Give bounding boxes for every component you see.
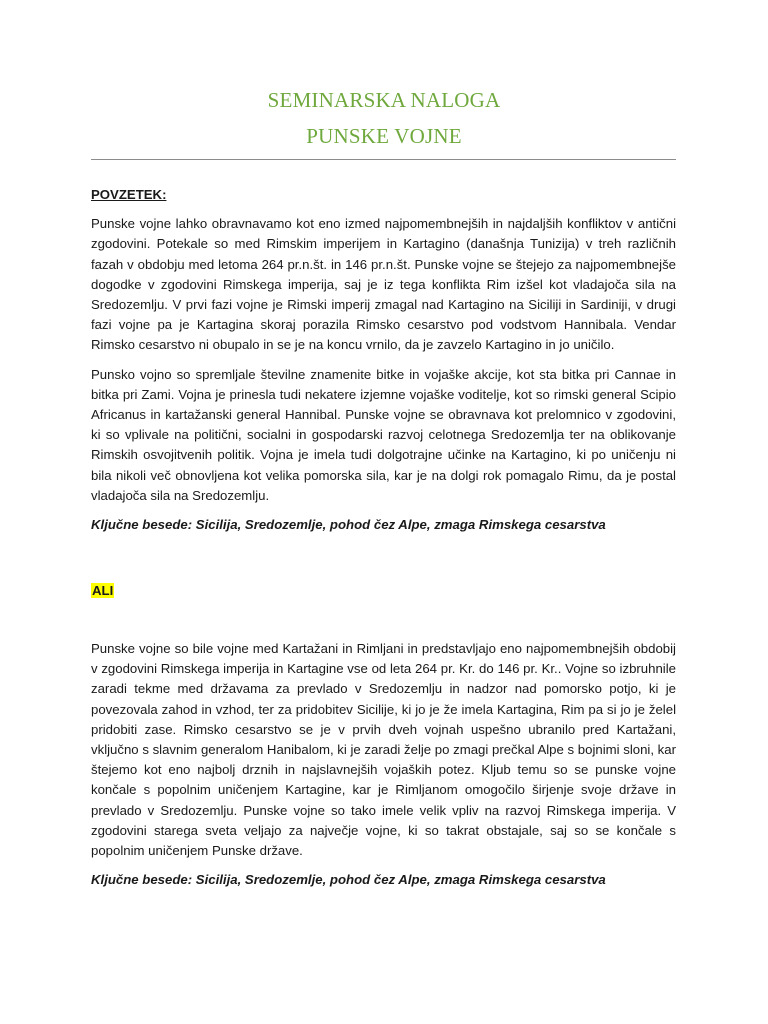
title-divider — [91, 159, 676, 160]
summary-heading: POVZETEK: — [91, 187, 167, 202]
keywords-line-1: Ključne besede: Sicilija, Sredozemlje, pohod čez Alpe, zmaga Rimskega cesarstva — [91, 517, 606, 533]
alternative-marker — [91, 582, 114, 600]
summary-paragraph-2: Punsko vojno so spremljale številne znamenite bitke in vojaške akcije, kot sta bitka pri Cannae in bitka pri Zami. Vojna je prinesla tudi nekatere izjemne vojaške voditelje, kot so rimski general Scipio Africanus in kartažanski general Hannibal. Punske vojne se obravnava kot prelomnico v zgodovini, ki so vplivale na politični, socialni in gospodarski razvoj celotnega Sredozemlja ter na oblikovanje Rimskih osvojitvenih politik. Vojna je imela tudi dolgotrajne učinke na Kartagino, ki po uničenju ni bila nikoli več obnovljena kot velika pomorska sila, kar je na dolgi rok pomagalo Rimu, da je postal vladajoča sila na Sredozemlju. — [91, 366, 676, 503]
document-title: SEMINARSKA NALOGA — [267, 88, 501, 112]
alternative-paragraph: Punske vojne so bile vojne med Kartažani in Rimljani in predstavljajo eno najpomembnejših obdobij v zgodovini Rimskega imperija in Kartagine vse od leta 264 pr. Kr. do 146 pr. Kr.. Vojne so izbruhnile zaradi tekme med državama za prevlado v Sredozemlju in nadzor nad pomorsko potjo, ki je povezovala zahod in vzhod, ter za pridobitev Sicilije, ki jo je že imela Kartagina, Rim pa si jo je želel pridobiti zase. Rimsko cesarstvo se je v prvih dveh vojnah uspešno ubranilo pred Kartažani, vključno s slavnim generalom Hanibalom, ki je zaradi želje po zmagi prečkal Alpe s bojnimi sloni, kar štejemo kot eno najbolj drznih in najslavnejših vojaških potez. Kljub temu so se punske vojne končale s popolnim uničenjem Kartagine, kar je Rimljanom omogočilo širjenje svoje države in prevlado v Sredozemlju. Punske vojne so tako imele velik vpliv na razvoj Rimskega imperija. V zgodovini starega sveta veljajo za največje vojne, ki so takrat obstajale, saj so se končale s popolnim uničenjem Punske države. — [91, 641, 676, 859]
document-subtitle: PUNSKE VOJNE — [306, 124, 462, 148]
keywords-line-2: Ključne besede: Sicilija, Sredozemlje, pohod čez Alpe, zmaga Rimskega cesarstva — [91, 872, 606, 888]
summary-paragraph-1: Punske vojne lahko obravnavamo kot eno izmed najpomembnejših in najdaljših konfliktov v antični zgodovini. Potekale so med Rimskim imperijem in Kartagino (današnja Tunizija) v treh različnih fazah v obdobju med letoma 264 pr.n.št. in 146 pr.n.št. Punske vojne se štejejo za najpomembnejše dogodke v zgodovini Rimskega imperija, saj je iz tega konflikta Rim izšel kot vladajoča sila na Sredozemlju. V prvi fazi vojne je Rimski imperij zmagal nad Kartagino na Siciliji in Sardiniji, v drugi fazi vojne pa je Kartagina skoraj porazila Rimsko cesarstvo pod vodstvom Hannibala. Vendar Rimsko cesarstvo ni obupalo in se je na koncu vrnilo, da je zavzelo Kartagino in jo uničilo. — [91, 216, 676, 353]
summary-section — [91, 185, 676, 535]
alternative-label: ALI — [92, 583, 114, 598]
alternative-section — [91, 639, 676, 890]
